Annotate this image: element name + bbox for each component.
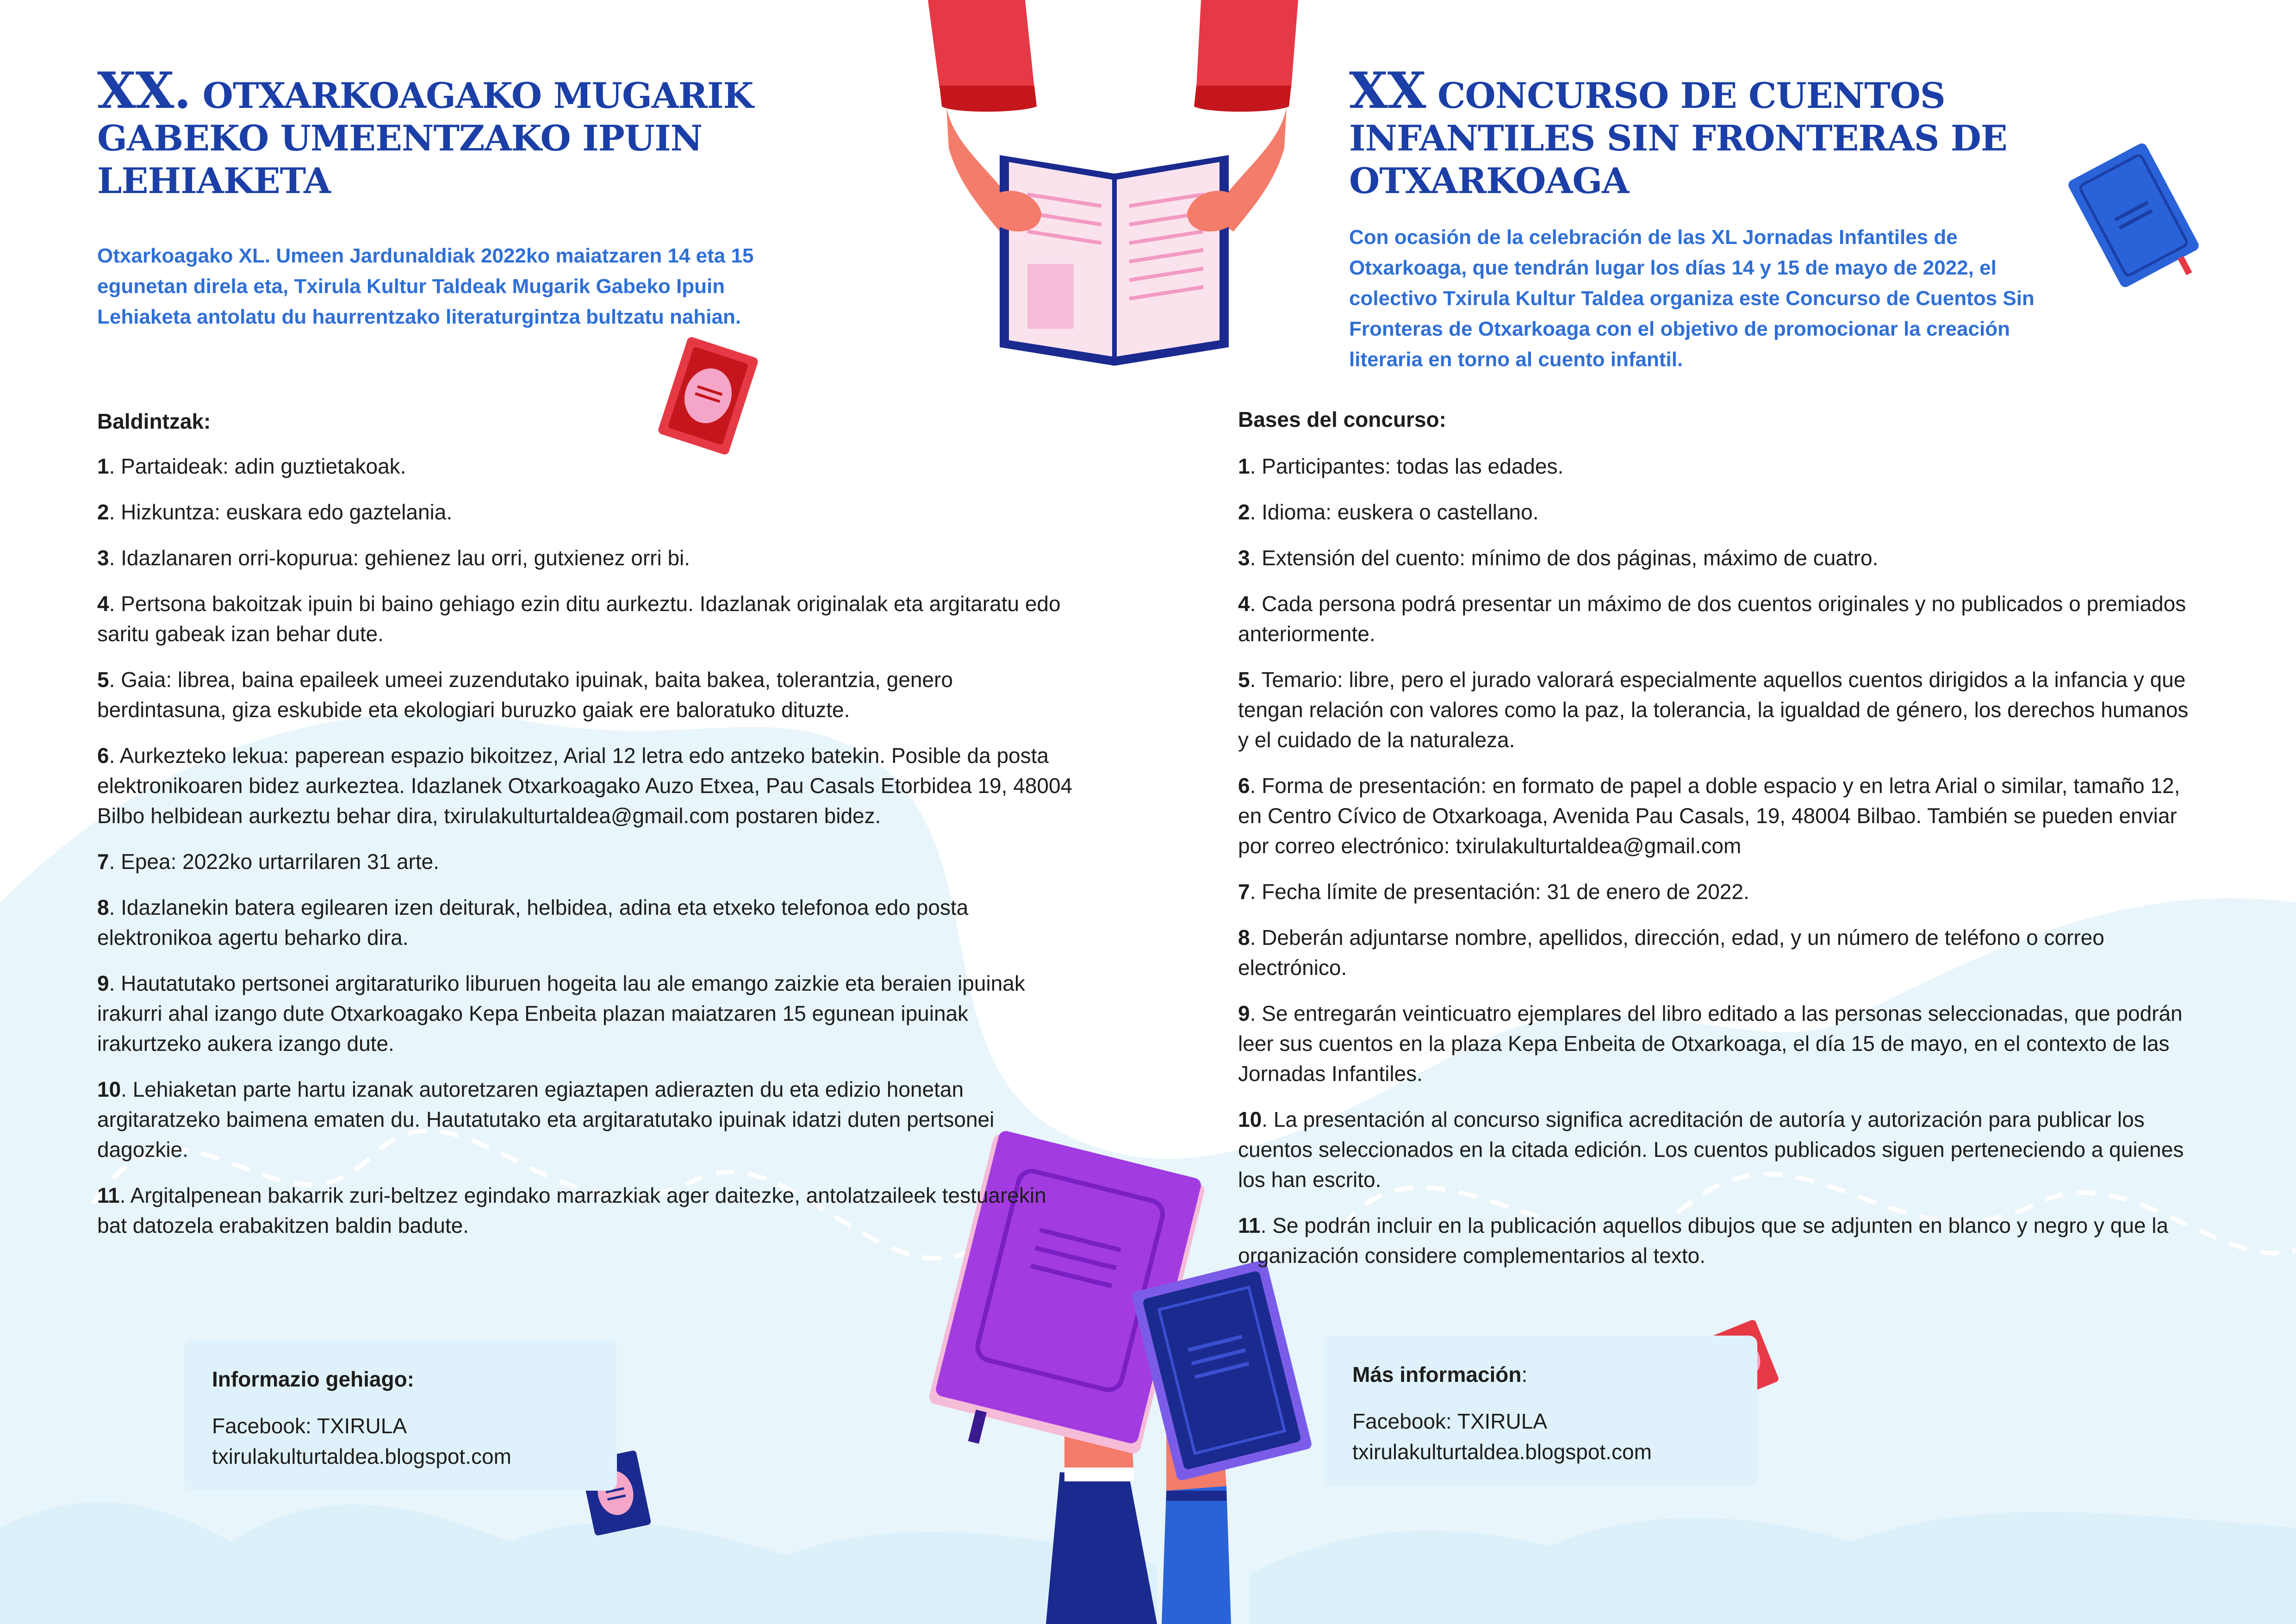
basque-section-title: Baldintzak:: [97, 409, 211, 433]
basque-title-text: OTXARKOAGAKO MUGARIK GABEKO UMEENTZAKO IPUIN LEHIAKETA: [97, 75, 753, 201]
spanish-section-title: Bases del concurso:: [1238, 407, 1446, 431]
basque-rules-list: [97, 451, 1074, 1256]
basque-blog-link[interactable]: txirulakulturtaldea.blogspot.com: [212, 1444, 511, 1468]
list-item: 7. Epea: 2022ko urtarrilaren 31 arte.: [97, 849, 440, 874]
list-item: 4. Cada persona podrá presentar un máximo de dos cuentos originales y no publicados o premiados anteriormente.: [1238, 592, 2186, 646]
spanish-title-number: XX: [1349, 62, 1426, 120]
blue-book-icon: [2066, 142, 2209, 305]
red-book-icon: [657, 336, 759, 456]
spanish-blog-link[interactable]: txirulakulturtaldea.blogspot.com: [1352, 1440, 1652, 1464]
spanish-info-box: [1325, 1336, 1757, 1486]
list-item: 10. Lehiaketan parte hartu izanak autoretzaren egiaztapen adierazten du eta edizio honetan argitaratzeko baimena ematen du. Hautatutako eta argitaratutako ipuinak idatzi duten pertsonei dagozkie.: [97, 1077, 995, 1162]
list-item: 1. Participantes: todas las edades.: [1238, 454, 1564, 478]
basque-title: [97, 62, 819, 202]
list-item: 5. Temario: libre, pero el jurado valorará especialmente aquellos cuentos dirigidos a la infancia y que tengan relación con valores como la paz, la tolerancia, la igualdad de género, los derechos humanos y el cuidado de la naturaleza.: [1238, 668, 2189, 752]
spanish-info-title: Más información:: [1352, 1362, 1528, 1387]
list-item: 5. Gaia: librea, baina epaileek umeei zuzendutako ipuinak, baita bakea, tolerantzia, genero berdintasuna, giza eskubide eta ekologiari buruzko gaiak ere baloratuko dituzte.: [97, 668, 953, 722]
spanish-intro: Con ocasión de la celebración de las XL Jornadas Infantiles de Otxarkoaga, que tendrán lugar los días 14 y 15 de mayo de 2022, el colectivo Txirula Kultur Taldea organiza este Concurso de Cuentos Sin Fronteras de Otxarkoaga con el objetivo de promocionar la creación literaria en torno al cuento infantil.: [1349, 226, 2035, 371]
spanish-title-text: CONCURSO DE CUENTOS INFANTILES SIN FRONTERAS DE OTXARKOAGA: [1349, 75, 2007, 201]
list-item: 7. Fecha límite de presentación: 31 de enero de 2022.: [1238, 880, 1749, 904]
list-item: 4. Pertsona bakoitzak ipuin bi baino gehiago ezin ditu aurkeztu. Idazlanak originalak eta argitaratu edo saritu gabeak izan behar dute.: [97, 592, 1061, 646]
list-item: 2. Hizkuntza: euskara edo gaztelania.: [97, 500, 453, 524]
hands-open-book-icon: [928, 0, 1298, 366]
basque-info-box: [184, 1340, 617, 1491]
list-item: 2. Idioma: euskera o castellano.: [1238, 500, 1539, 524]
list-item: 11. Argitalpenean bakarrik zuri-beltzez egindako marrazkiak ager daitezke, antolatzaileek testuarekin bat datozela erabakitzen baldin badute.: [97, 1183, 1046, 1237]
list-item: 9. Se entregarán veinticuatro ejemplares del libro editado a las personas seleccionadas, que podrán leer sus cuentos en la plaza Kepa Enbeita de Otxarkoaga, el día 15 de mayo, en el contexto de las Jornadas Infantiles.: [1238, 1001, 2183, 1086]
list-item: 9. Hautatutako pertsonei argitaraturiko liburuen hogeita lau ale emango zaizkie eta beraien ipuinak irakurri ahal izango dute Otxarkoagako Kepa Enbeita plazan maiatzaren 15 egunean ipuinak irakurtzeko aukera izango dute.: [97, 971, 1025, 1056]
spanish-facebook-link[interactable]: Facebook: TXIRULA: [1352, 1409, 1548, 1433]
list-item: 6. Forma de presentación: en formato de papel a doble espacio y en letra Arial o similar, tamaño 12, en Centro Cívico de Otxarkoaga, Avenida Pau Casals, 19, 48004 Bilbao. También se pueden enviar por correo electrónico: txirulakulturtaldea@gmail.com: [1238, 774, 2180, 858]
list-item: 8. Idazlanekin batera egilearen izen deiturak, helbidea, adina eta etxeko telefonoa edo posta elektronikoa agertu beharko dira.: [97, 895, 969, 949]
basque-title-number: XX.: [97, 62, 191, 120]
basque-intro: Otxarkoagako XL. Umeen Jardunaldiak 2022ko maiatzaren 14 eta 15 egunetan direla eta, Txirula Kultur Taldeak Mugarik Gabeko Ipuin Lehiaketa antolatu du haurrentzako literaturgintza bultzatu nahian.: [97, 244, 754, 328]
list-item: 1. Partaideak: adin guztietakoak.: [97, 454, 406, 478]
list-item: 11. Se podrán incluir en la publicación aquellos dibujos que se adjunten en blanco y negro y que la organización considere complementarios al texto.: [1238, 1213, 2169, 1268]
list-item: 3. Extensión del cuento: mínimo de dos páginas, máximo de cuatro.: [1238, 546, 1879, 570]
list-item: 6. Aurkezteko lekua: paperean espazio bikoitzez, Arial 12 letra edo antzeko batekin. Posible da posta elektronikoaren bidez aurkeztea. Idazlanek Otxarkoagako Auzo Etxea, Pau Casals Etorbidea 19, 48004 Bilbo helbidean aurkeztu behar dira, txirulakulturtaldea@gmail.com postaren bidez.: [97, 743, 1073, 828]
list-item: 8. Deberán adjuntarse nombre, apellidos, dirección, edad, y un número de teléfono o correo electrónico.: [1238, 925, 2104, 980]
basque-facebook-link[interactable]: Facebook: TXIRULA: [212, 1414, 407, 1438]
spanish-title: [1349, 62, 2071, 202]
list-item: 3. Idazlanaren orri-kopurua: gehienez lau orri, gutxienez orri bi.: [97, 546, 691, 570]
basque-info-title: Informazio gehiago:: [212, 1367, 414, 1391]
spanish-rules-list: [1238, 451, 2191, 1287]
list-item: 10. La presentación al concurso significa acreditación de autoría y autorización para publicar los cuentos seleccionados en la citada edición. Los cuentos publicados siguen perteneciendo a quienes los han escrito.: [1238, 1107, 2184, 1192]
